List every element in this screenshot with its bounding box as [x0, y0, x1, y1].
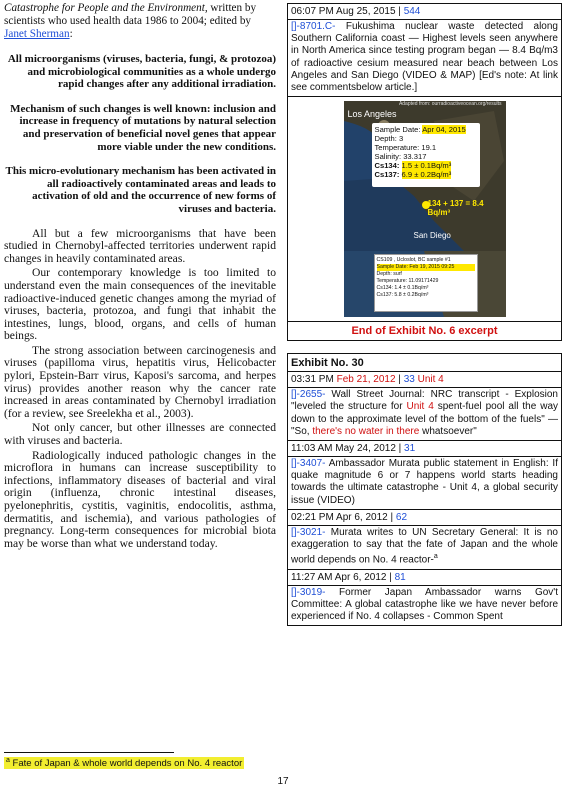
entry-header	[288, 570, 561, 586]
sample-temperature: Temperature: 19.1	[374, 143, 437, 153]
entry-timestamp: 02:21 PM Apr 6, 2012	[291, 511, 388, 523]
inset-cs137: Cs137: 5.8 ± 0.2Bq/m³	[376, 292, 429, 299]
intro-text: written by scientists who used health data 1986 to 2004; edited by	[4, 2, 257, 27]
entry-id-link[interactable]: []-3019-	[291, 586, 326, 598]
sample-popup	[372, 123, 480, 187]
entry-text: Former Japan Ambassador warns Gov't Committee: A global catastrophe like we have never before experienced if No. 4 collapses - Common Spent	[291, 586, 558, 623]
entry-number-link[interactable]: 31	[404, 443, 416, 455]
entry-highlight: Unit 4	[406, 401, 434, 413]
entry-text: Murata writes to UN Secretary General: It is no exaggeration to say that the fate of Japan and the whole world depends on No. 4 reactor-	[291, 526, 558, 566]
entry-highlight: there's no water in there	[312, 425, 420, 437]
bold-statement-3: This micro-evolutionary mechanism has been activated in all radioactively contaminated areas and leads to activation of old and the occurrence of new forms of viruses and bacteria.	[5, 165, 276, 215]
entry-id-link[interactable]: []-3021-	[291, 526, 326, 538]
sample-date-value: Apr 04, 2015	[422, 125, 466, 135]
entry-number-link[interactable]: 544	[403, 6, 421, 17]
footnote	[4, 757, 244, 769]
exhibit-30-title: Exhibit No. 30	[288, 354, 561, 372]
entry-id-link[interactable]: []-3407-	[291, 458, 326, 470]
entry-text: Ambassador Murata public statement in English: If quake magnitude 6 or 7 happens world starts heading towards the ultimate catastrophe - Unit 4, a global security issue (VIDEO)	[291, 458, 558, 506]
entry-body	[288, 586, 561, 626]
left-column	[4, 2, 276, 550]
map-city-los-angeles: Los Angeles	[347, 109, 397, 120]
footnote-text: Fate of Japan & whole world depends on No. 4 reactor	[9, 758, 243, 770]
entry-body	[288, 526, 561, 570]
entry-text: Fukushima nuclear waste detected along Southern California coast — Highest levels seen anywhere in North America since testing program began — 8.4 Bq/m3 of radioactive cesium measured near beach between Los Angeles and San Diego (VIDEO & MAP) [Ed's note: At link see commentsbelow article.]	[291, 21, 558, 94]
entry-time: 03:31 PM	[291, 374, 334, 386]
inset-temperature: Temperature: 11.09171429	[376, 278, 439, 285]
inset-sample-popup	[374, 254, 478, 312]
entry-number-link[interactable]: 33	[403, 374, 415, 386]
entry-body	[288, 388, 561, 441]
entry-header	[288, 4, 561, 20]
entry-id-link[interactable]: []-8701.C-	[291, 21, 336, 32]
separator: |	[395, 443, 405, 455]
sample-date-label: Sample Date:	[374, 125, 421, 135]
entry-header	[288, 372, 561, 388]
separator: |	[386, 571, 395, 583]
cs137-label: Cs137:	[374, 170, 400, 180]
sample-depth: Depth: 3	[374, 134, 404, 144]
exhibit-table-1	[287, 3, 562, 341]
cs134-value: 1.5 ± 0.1Bq/m³	[401, 161, 452, 171]
cesium-sum-label: 134 + 137 = 8.4 Bq/m³	[427, 199, 484, 218]
cs137-value: 6.9 ± 0.2Bq/m³	[401, 170, 452, 180]
map-image-cell	[288, 97, 561, 322]
page-number: 17	[277, 776, 289, 787]
intro-colon: :	[69, 28, 73, 40]
entry-header	[288, 510, 561, 526]
entry-text: spent-fuel pool all the way down to the approximate level of the bottom of the fuels" — "So,	[291, 401, 559, 437]
entry-timestamp: 11:27 AM Apr 6, 2012	[291, 571, 387, 583]
cs134-label: Cs134:	[374, 161, 400, 171]
entry-text: Wall Street Journal: NRC transcript - Explosion "leveled the structure for	[291, 389, 558, 413]
map-source-credit: Adapted from: ourradioactiveocean.org/results	[398, 101, 502, 108]
entry-number-link[interactable]: 81	[394, 571, 406, 583]
map-city-san-diego: San Diego	[413, 231, 451, 241]
entry-body	[288, 457, 561, 510]
bold-statement-2: Mechanism of such changes is well known: inclusion and increase in frequency of mutations by natural selection and preservation of beneficial novel genes that appear more viable under the new conditions.	[10, 102, 276, 153]
footnote-reference[interactable]: a	[433, 553, 438, 561]
body-paragraph-2: Our contemporary knowledge is too limited to understand even the main consequences of the inevitable radioactive-induced genetic changes among the myriad of viruses, bacteria, protozoa, and fungi that inhabit the intestines, lungs, blood, organs, and cells of human beings.	[4, 266, 276, 343]
entry-timestamp: 06:07 PM Aug 25, 2015	[291, 6, 396, 17]
separator: |	[387, 511, 396, 523]
body-paragraph-3: The strong association between carcinogenesis and viruses (papilloma virus, hepatitis virus, Helicobacter pylori, Epstein-Barr virus, Kaposi's sarcoma, and herpes virus) provides another reason why the cancer rate increased in areas contaminated by Chernobyl irradiation (for a review, see Sreelekha et al., 2003).	[4, 343, 276, 420]
body-paragraph-4: Not only cancer, but other illnesses are connected with viruses and bacteria.	[4, 421, 276, 448]
entry-date: Feb 21, 2012	[336, 374, 396, 386]
footnote-marker: a	[6, 757, 10, 764]
body-paragraph-5: Radiologically induced pathologic changes in the microflora in humans can increase susceptibility to infections, inflammatory diseases of bacterial and viral origin (influenza, chronic intestinal diseases, pyelonephritis, cystitis, vaginitis, endocolitis, asthma, dermatitis, and ischemia), and various pathologies of pregnancy. Long-term consequences for microbial biota may be worse than what we understand today.	[4, 448, 276, 550]
inset-depth: Depth: surf	[376, 271, 402, 278]
body-paragraph-1: All but a few microorganisms that have been studied in Chernobyl-affected territories underwent rapid changes in heavily contaminated areas.	[4, 226, 276, 265]
entry-timestamp: 11:03 AM May 24, 2012	[291, 443, 396, 455]
book-title: Catastrophe for People and the Environment,	[4, 2, 208, 14]
right-column	[287, 3, 562, 626]
entry-body	[288, 20, 561, 97]
intro-paragraph	[4, 2, 276, 41]
separator: |	[395, 374, 404, 386]
entry-number-link[interactable]: 62	[395, 511, 408, 523]
inset-title: CS109 , Ucloslot, BC sample #1	[376, 257, 451, 264]
exhibit-table-30	[287, 353, 562, 626]
inset-cs134: Cs134: 1.4 ± 0.1Bq/m³	[376, 285, 429, 292]
entry-id-link[interactable]: []-2655-	[291, 389, 326, 401]
cesium-map-image	[344, 101, 506, 317]
inset-date: Sample Date: Feb 19, 2015 09:25	[377, 264, 475, 271]
janet-sherman-link[interactable]: Janet Sherman	[4, 28, 70, 40]
entry-header	[288, 441, 561, 457]
bold-statement-1: All microorganisms (viruses, bacteria, fungi, & protozoa) and microbiological communities as a whole undergo rapid changes after any additional irradiation.	[7, 53, 276, 91]
sample-salinity: Salinity: 33.317	[374, 152, 427, 162]
end-of-exhibit-excerpt: End of Exhibit No. 6 excerpt	[351, 325, 498, 338]
entry-text: whatsoever"	[419, 425, 477, 437]
footnote-divider	[4, 752, 174, 753]
separator: |	[395, 6, 404, 17]
unit-tag: Unit 4	[417, 374, 444, 386]
